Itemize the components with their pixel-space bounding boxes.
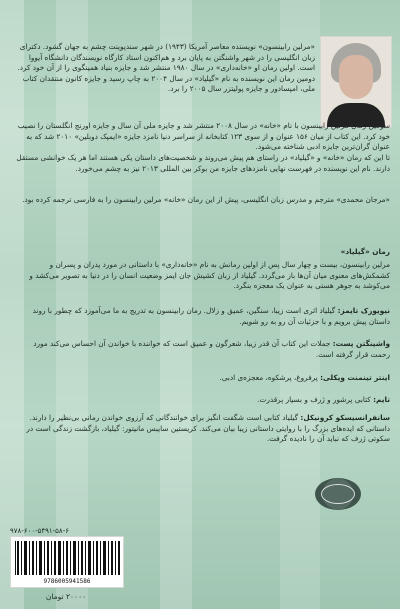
- author-bio-2: سومین رمان مرلین رابینسون با نام «خانه» در سال ۲۰۰۸ منتشر شد و جایزه ملی آن سال و جایزه اورنج انگلستان را نصیب خود کرد. این کتاب از میان ۱۵۶ عنوان و از سوی ۱۲۳ کتابخانه از سراسر دنیا نامزد جایزه «ایمپک دوبلین» ۲۰۱۰ شد که به عنوان گران‌ترین جایزه ادبی شناخته می‌شود.: [17, 121, 390, 152]
- author-bio-1: «مرلین رابینسون» نویسنده معاصر آمریکا (۱۹۴۳) در شهر سندپوینت چشم به جهان گشود. دکترای زبان انگلیسی را در شهر واشنگتن به پایان برد و هم‌اکنون استاد کارگاه نویسندگان دانشگاه آیووا است. اولین رمان او «خانه‌داری» در سال ۱۹۸۰ منتشر شد و جایزه بنیاد همینگوی را از آن خود کرد. دومین رمان این نویسنده به نام «گیلیاد» در سال ۲۰۰۴ به چاپ رسید و جایزه کانون منتقدان کتاب ملی، امپسادور و جایزه پولیتزر سال ۲۰۰۵ را برد.: [17, 42, 315, 94]
- author-photo: [320, 36, 392, 128]
- review-nyt: نیویورک تایمز: گیلیاد اثری است زیبا، سنگین، عمیق و زلال. رمان رابینسون به تدریج به ما می‌آموزد که چطور با روند داستان پیش برویم و با جزئیات آن رو به رو شویم.: [32, 306, 390, 326]
- review-entertainment-weekly: اینتر تینمنت ویکلی: پرفروغ، پرشکوه، معجزه‌ی ادبی.: [219, 373, 390, 382]
- price: ۲۰۰۰۰ تومان: [45, 592, 87, 601]
- review-sf-chronicle: سانفرانسیسکو کرونیکل: گیلیاد کتابی است شگفت انگیز برای خوانندگانی که آرزوی خواندن رمانی بی‌نظیر را دارند. داستانی که ایده‌های بزرگ را با روایتی داستانی زیبا بیان می‌کند. کریستین سایبس مانیتور: گیلیاد، بازگشت زندگی است در سکوتی ژرف که نباید آن را نادیده گرفت.: [26, 413, 390, 444]
- novel-title: رمان «گیلیاد»: [340, 247, 390, 256]
- publisher-logo-icon: [315, 478, 361, 510]
- isbn-label: ۹۷۸-۶۰۰-۵۴۹۱-۵۸-۶: [10, 527, 69, 535]
- barcode-icon: [10, 536, 124, 588]
- novel-description: مرلین رابینسون، بیست و چهار سال پس از اولین رمانش به نام «خانه‌داری» با داستانی در مورد پدران و پسران و کشمکش‌های معنوی میان آن‌ها باز می‌گردد. گیلیاد از زبان کشیش جان ایمز وضعیت انسان را در دنیا به تصویر می‌کشد و می‌کوشد به جوهر هستی به عنوان یک معجزه بنگرد.: [29, 260, 390, 291]
- review-washington-post: واشینگتن پست: جملات این کتاب آن قدر زیبا، شعرگون و عمیق است که خواننده با خواندن آن احساس می‌کند مورد رحمت قرار گرفته است.: [33, 339, 390, 359]
- author-bio-3: تا این که رمان «خانه» و «گیلیاد» در راستای هم پیش می‌روند و شخصیت‌های داستان یکی هستند اما هر یک خوانشی مستقل دارند. نام این نویسنده در فهرست نهایی نامزدهای جایزه من بوکر بین المللی ۲۰۱۳ نیز به چشم می‌خورد.: [16, 153, 390, 173]
- review-time: تایم: کتابی پرشور و ژرف و بسیار پرقدرت.: [257, 395, 390, 404]
- barcode-digits: 9786005941586: [43, 578, 91, 585]
- translator-note: «مرجان محمدی» مترجم و مدرس زبان انگلیسی، پیش از این رمان «خانه» مرلین رابینسون را به فارسی ترجمه کرده بود.: [22, 195, 390, 204]
